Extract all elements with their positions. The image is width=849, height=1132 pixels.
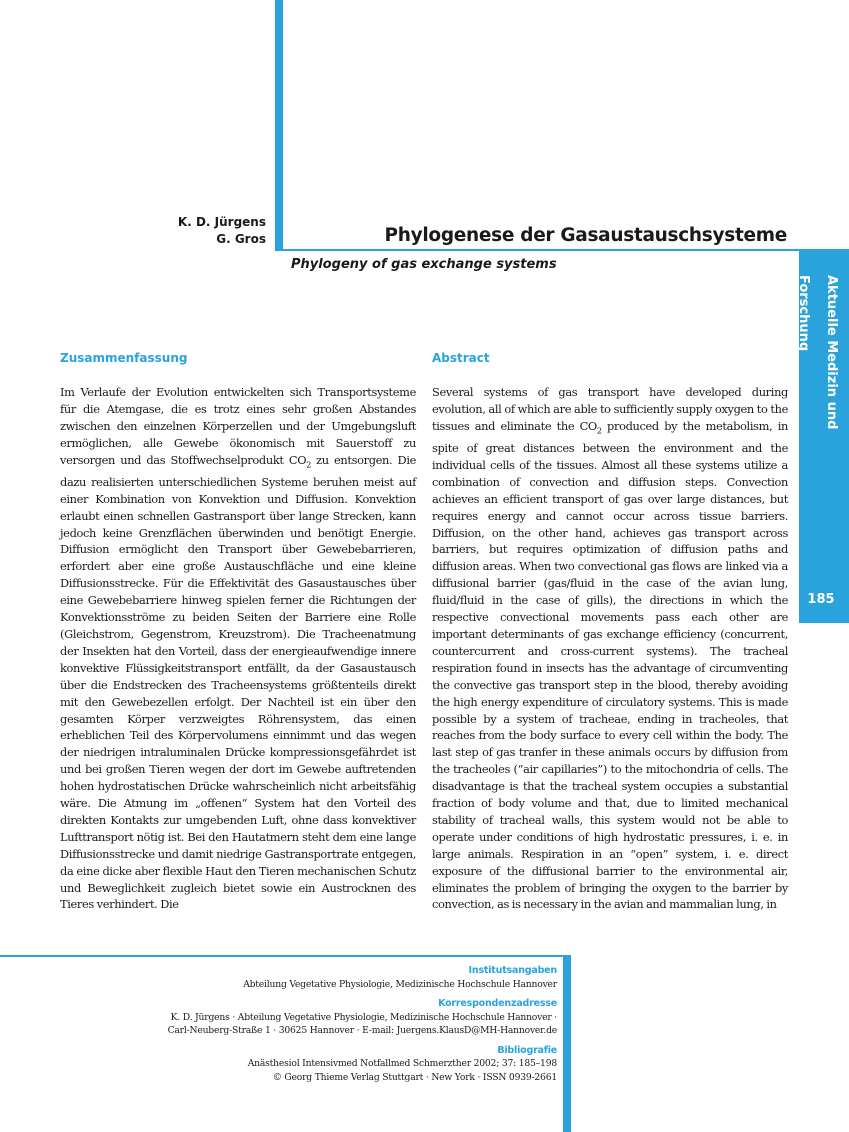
correspondence-line: K. D. Jürgens · Abteilung Vegetative Physiologie, Medizinische Hochschule Hannover · bbox=[170, 1011, 557, 1023]
section-label: Aktuelle Medizin und Forschung bbox=[796, 275, 839, 430]
institution-text: Abteilung Vegetative Physiologie, Medizinische Hochschule Hannover bbox=[243, 978, 557, 990]
top-accent-rule bbox=[275, 0, 283, 251]
author-name: K. D. Jürgens bbox=[177, 215, 266, 229]
zusammenfassung-heading: Zusammenfassung bbox=[60, 351, 188, 365]
institution-label: Institutsangaben bbox=[468, 965, 557, 976]
zusammenfassung-column bbox=[60, 350, 416, 913]
abstract-heading: Abstract bbox=[432, 351, 490, 365]
title-underline-rule bbox=[283, 249, 849, 251]
bibliography-line: © Georg Thieme Verlag Stuttgart · New York · ISSN 0939-2661 bbox=[272, 1071, 557, 1083]
footer-vertical-rule bbox=[563, 957, 571, 1132]
correspondence-block bbox=[37, 997, 557, 1038]
bibliography-line: Anästhesiol Intensivmed Notfallmed Schmerzther 2002; 37: 185–198 bbox=[247, 1058, 557, 1069]
abstract-column bbox=[432, 350, 788, 913]
footer-rule bbox=[0, 955, 571, 957]
author-list bbox=[178, 214, 266, 248]
page-number: 185 bbox=[807, 592, 835, 607]
correspondence-label: Korrespondenzadresse bbox=[438, 998, 557, 1009]
author-name: G. Gros bbox=[216, 232, 266, 246]
institution-block bbox=[37, 964, 557, 991]
abstract-text: Several systems of gas transport have developed during evolution, all of which are able to sufficiently supply oxygen to the tissues and eliminate the $CO_2$ produced by the metabolism, in spite of great distances between the environment and the individual cells of the tissues. Almost all these systems utilize a combination of convection and diffusion steps. Convection achieves an efficient transport of gas over large distances, but requires energy and cannot occur across tissue barriers. Diffusion, on the other hand, achieves gas transport across barriers, but requires optimization of diffusion paths and diffusion areas. When two convectional gas flows are linked via a diffusional barrier (gas/fluid in the case of the avian lung, fluid/fluid in the case of gills), the directions in which the respective convectional movements pass each other are important determinants of gas exchange efficiency (concurrent, countercurrent and cross-current systems). The tracheal respiration found in insects has the advantage of circumventing the convective gas transport step in the blood, thereby avoiding the high energy expenditure of circulatory systems. This is made possible by a system of tracheae, ending in tracheoles, that reaches from the body surface to every cell within the body. The last step of gas tranfer in these animals occurs by diffusion from the tracheoles (“air capillaries”) to the mitochondria of cells. The disadvantage is that the tracheal system occupies a substantial fraction of body volume and that, due to limited mechanical stability of tracheal walls, this system would not be able to operate under conditions of high hydrostatic pressures, i. e. in large animals. Respiration in an “open” system, i. e. direct exposure of the diffusional barrier to the environmental air, eliminates the problem of bringing the oxygen to the barrier by convection, as is necessary in the avian and mammalian lung, in bbox=[432, 385, 788, 912]
article-title: Phylogenese der Gasaustauschsysteme bbox=[384, 225, 787, 246]
article-info bbox=[37, 964, 557, 1090]
bibliography-label: Bibliografie bbox=[497, 1044, 557, 1056]
zusammenfassung-text: Im Verlaufe der Evolution entwickelten sich Transportsysteme für die Atemgase, die es trotz eines sehr großen Abstandes zwischen den einzelnen Körperzellen und der Umgebungsluft ermöglichen, alle Gewebe ökonomisch mit Sauerstoff zu versorgen und das Stoffwechselprodukt $CO_2$ zu entsorgen. Die dazu realisierten unterschiedlichen Systeme beruhen meist auf einer Kombination von Konvektion und Diffusion. Konvektion erlaubt einen schnellen Gastransport über lange Strecken, kann jedoch keine Grenzflächen überwinden und benötigt Energie. Diffusion ermöglicht den Transport über Gewebebarrieren, erfordert aber eine große Austauschfläche und eine kleine Diffusionsstrecke. Für die Effektivität des Gasaustausches über eine Gewebebarriere hinweg spielen ferner die Richtungen der Konvektionsströme zu beiden Seiten der Barriere eine Rolle (Gleichstrom, Gegenstrom, Kreuzstrom). Die Tracheenatmung der Insekten hat den Vorteil, dass der energieaufwendige innere konvektive Flüssigkeitstransport entfällt, da der Gasaustausch über die Endstrecken des Tracheensystems größtenteils direkt mit den Gewebezellen erfolgt. Der Nachteil ist ein über den gesamten Körper verzweigtes Röhrensystem, das einen erheblichen Teil des Körpervolumens einnimmt und das wegen der niedrigen intraluminalen Drücke kompressionsgefährdet ist und bei großen Tieren wegen der dort im Gewebe auftretenden hohen hydrostatischen Drücke wahrscheinlich nicht arbeitsfähig wäre. Die Atmung im „offenen“ System hat den Vorteil des direkten Kontakts zur umgebenden Luft, ohne dass konvektiver Lufttransport nötig ist. Bei den Hautatmern steht dem eine lange Diffusionsstrecke und damit niedrige Gastransportrate entgegen, da eine dicke aber flexible Haut den Tieren mechanischen Schutz und Beweglichkeit zugleich bietet sowie ein Austrocknen des Tieres verhindert. Die bbox=[60, 385, 416, 912]
correspondence-line: Carl-Neuberg-Straße 1 · 30625 Hannover · E-mail: Juergens.KlausD@MH-Hannover.de bbox=[167, 1025, 557, 1036]
bibliography-block bbox=[37, 1044, 557, 1085]
article-subtitle: Phylogeny of gas exchange systems bbox=[291, 257, 557, 272]
